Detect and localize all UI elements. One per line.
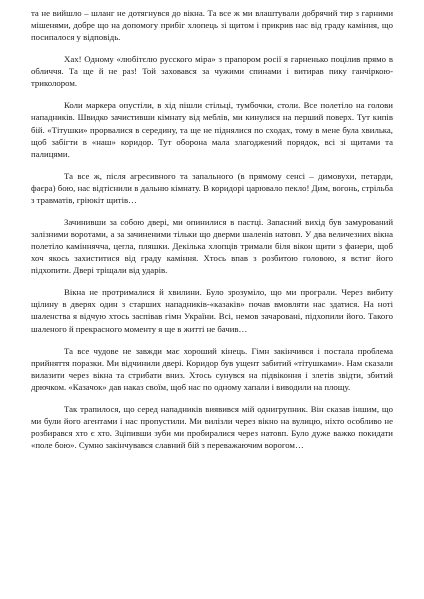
paragraph-7: Та все чудове не завжди має хороший кінець. Гімн закінчився і постала проблема прийняття поразки. Ми відчинили двері. Коридор був ущент забитий «тітушками». Нам сказали вилазити через вікна та стрибати вниз. Хтось сунувся на підвіконня і злетів звідти, збитий дрючком. «Казачок» дав наказ своїм, щоб нас по одному хапали і виводили на площу. — [31, 345, 393, 392]
paragraph-2: Хах! Одному «любітєлю русского міра» з прапором росії я гарненько поцілив прямо в обличчя. Та ще й не раз! Той заховався за чужими спинами і витирав пику ганчіркою-триколором. — [31, 54, 393, 89]
paragraph-6: Вікна не протрималися й хвилини. Було зрозуміло, що ми програли. Через вибиту щілину в дверях один з старших нападників-«казаків» почав вмовляти нас здатися. На ноті шаленства я відчую хтось заспівав гімн України. Всі, немов зачаровані, підхопили його. Такого шаленого й прекрасного моменту я ще в житті не бачив… — [31, 287, 393, 334]
paragraph-8: Так трапилося, що серед нападників виявився мій однигрупник. Він сказав іншим, що ми були його агентами і нас пропустили. Ми вилізли через вікно на вулицю, ніхто особливо не розбирався хто є хто. Зціпивши зуби ми пробиралися через натовп. Було дуже важко покидати «поле бою». Сумно закінчувався славний бій з переважаючим ворогом… — [31, 403, 393, 451]
paragraph-1: та не вийшло – шланг не дотягнувся до вікна. Та все ж ми влаштували добрячий тир з гарними мішенями, добре що на допомогу прибіг хлопець зі щитом і прикрив нас від граду каміння, що посипалося у відповідь. — [31, 8, 393, 43]
document-page — [31, 7, 393, 451]
paragraph-5: Зачинивши за собою двері, ми опинилися в пастці. Запасний вихід був замурований залізними воротами, а за зачиненими тільки що дверми шаленів натовп. У два величезних вікна полетіло каміннячча, цегла, пляшки. Декілька хлопців тримали біля вікон щити з фанери, щоб хоч якось захиститися від граду каміння. Хтось впав з розбитою головою, я встиг його підхопити. Двері тріщали від ударів. — [31, 216, 393, 276]
paragraph-4: Та все ж, після агресивного та запального (в прямому сенсі – димовухи, петарди, фаєра) бою, нас відтіснили в дальню кімнату. В коридорі царювало пекло! Дим, вогонь, стрільба з травматів, гріюкіт щитів… — [31, 170, 393, 205]
paragraph-3: Коли маркера опустіли, в хід пішли стільці, тумбочки, столи. Все полетіло на голови нападників. Швидко зачистивши кімнату від меблів, ми кинулися на перший поверх. Тут кипів бій. «Тітушки» прорвалися в середину, та ще не піднялися по сходах, тому в мене була хвилька, щоб забігти в «наш» коридор. Тут оборона мала злагоджений порядок, всі зі щитами та палицями. — [31, 100, 393, 159]
